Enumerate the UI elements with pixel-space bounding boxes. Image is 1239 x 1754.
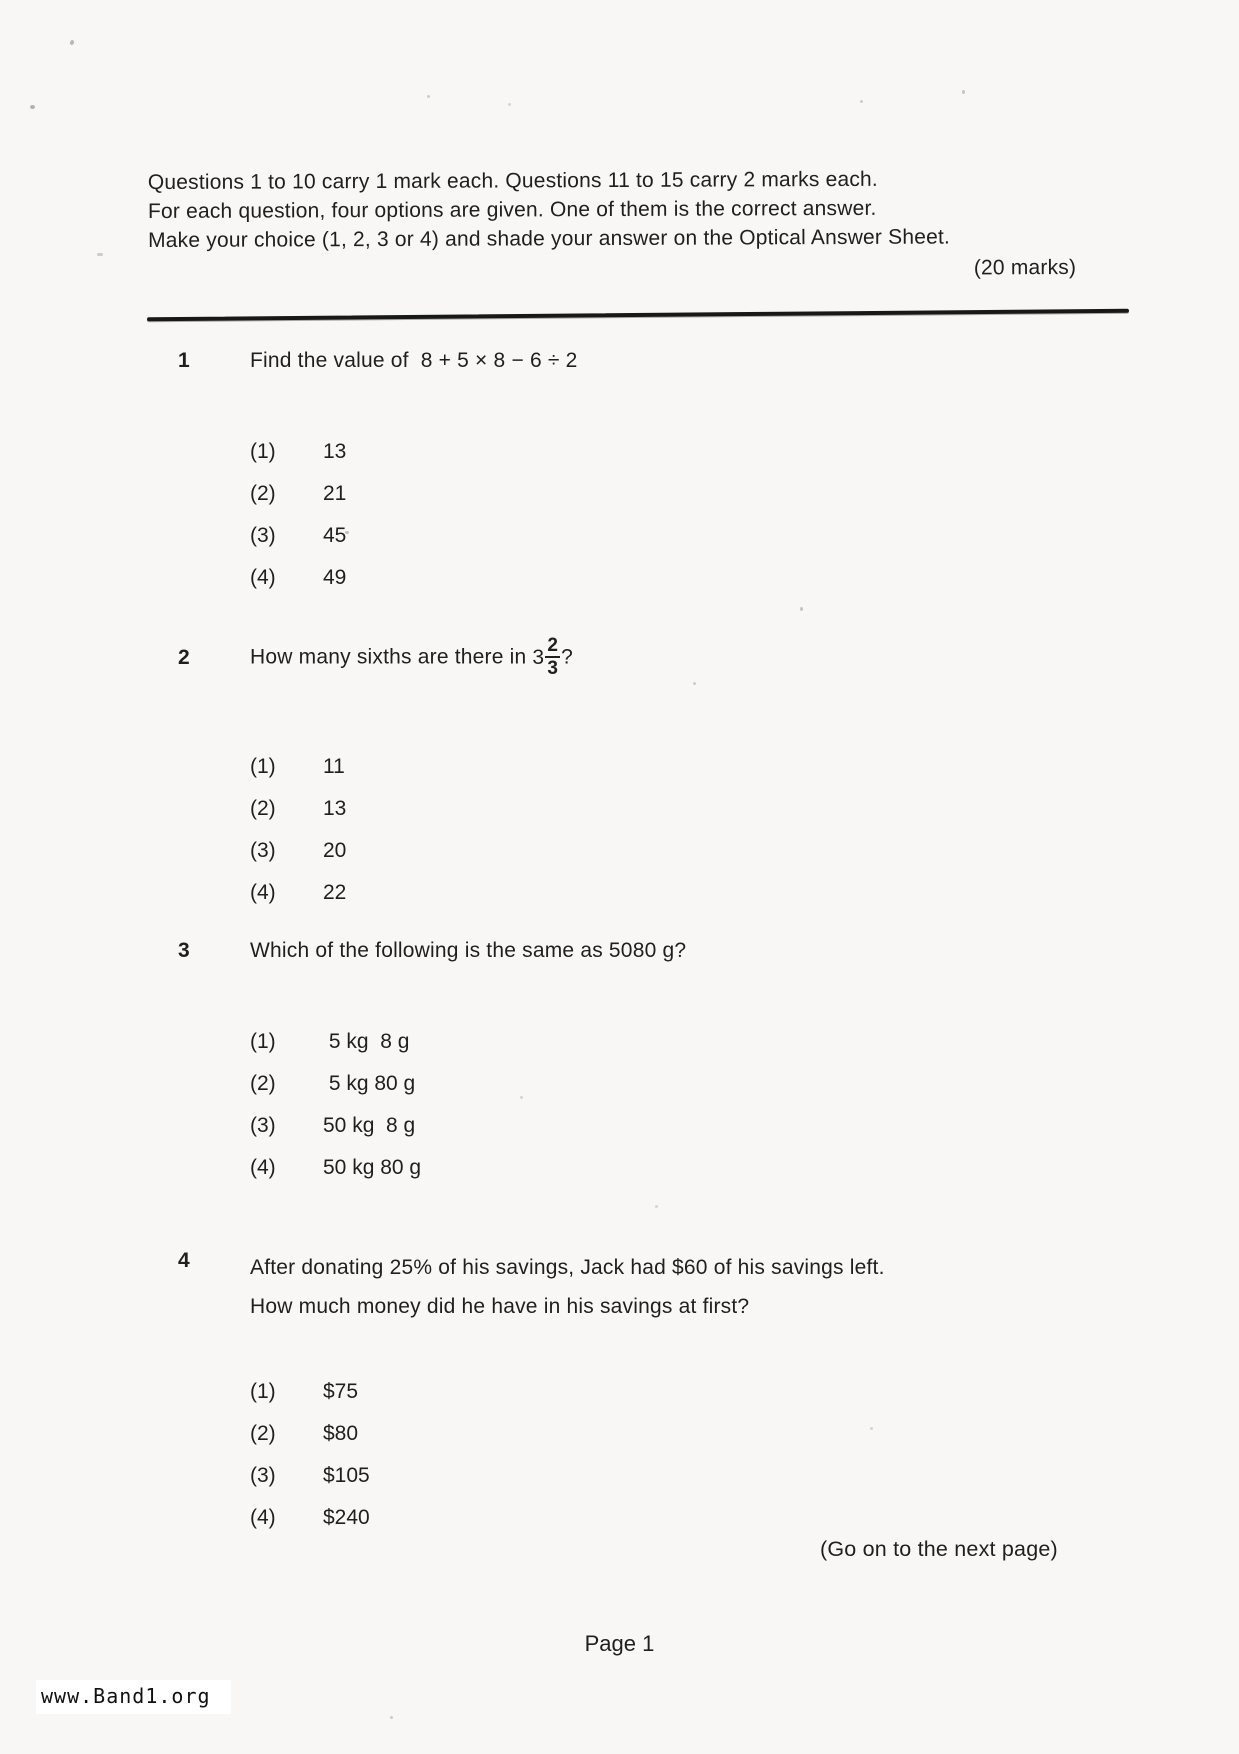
- instruction-line: Questions 1 to 10 carry 1 mark each. Questions 11 to 15 carry 2 marks each.: [147, 167, 878, 195]
- question-4: [160, 1248, 1110, 1326]
- option-label: (1): [250, 755, 276, 778]
- option-value: $240: [323, 1506, 370, 1529]
- option-value: 5 kg 80 g: [323, 1072, 416, 1095]
- option-label: (1): [250, 1030, 276, 1053]
- option-value: 11: [323, 755, 345, 778]
- option-value: 49: [323, 566, 347, 589]
- option-value: 5 kg 8 g: [323, 1030, 410, 1053]
- option-row: [250, 1422, 370, 1446]
- scan-speck: [390, 1716, 393, 1719]
- question-text: [250, 636, 573, 678]
- scan-speck: [427, 95, 430, 98]
- option-value: 50 kg 8 g: [323, 1114, 416, 1137]
- option-row: [250, 881, 346, 905]
- question-text-line1: After donating 25% of his savings, Jack had $60 of his savings left.: [250, 1256, 885, 1279]
- option-label: (4): [250, 881, 276, 904]
- scan-speck: [860, 100, 863, 103]
- option-value: 13: [323, 797, 347, 820]
- option-value: $75: [323, 1380, 359, 1403]
- option-label: (4): [250, 566, 276, 589]
- option-label: (2): [250, 1072, 276, 1095]
- option-label: (3): [250, 1114, 276, 1137]
- question-text-suffix: ?: [561, 645, 573, 669]
- instruction-line: For each question, four options are given. One of them is the correct answer.: [147, 196, 877, 224]
- option-row: [250, 482, 346, 506]
- question-4-options: [250, 1380, 370, 1548]
- question-text: [250, 1248, 885, 1326]
- scan-speck: [870, 1427, 873, 1430]
- scan-speck: [655, 1205, 658, 1208]
- page-number: Page 1: [584, 1631, 655, 1656]
- option-row: [250, 524, 346, 548]
- question-2: [160, 628, 1110, 686]
- scan-speck: [962, 90, 965, 94]
- option-row: [250, 1506, 370, 1530]
- option-row: [250, 1380, 370, 1404]
- option-row: [250, 440, 346, 464]
- option-label: (1): [250, 1380, 276, 1403]
- question-3-options: [250, 1030, 421, 1198]
- fraction: [545, 636, 560, 678]
- mixed-number: [532, 636, 561, 678]
- option-label: (4): [250, 1156, 276, 1179]
- instruction-line: Make your choice (1, 2, 3 or 4) and shade your answer on the Optical Answer Sheet.: [148, 225, 951, 253]
- option-label: (3): [250, 1464, 276, 1487]
- option-row: [250, 1156, 421, 1180]
- option-value: 13: [323, 440, 347, 463]
- fraction-denominator: 3: [547, 658, 559, 679]
- option-value: 20: [323, 839, 347, 862]
- option-label: (3): [250, 524, 276, 547]
- option-value: 21: [323, 482, 347, 505]
- option-row: [250, 1072, 421, 1096]
- option-value: 22: [323, 881, 347, 904]
- scan-speck: [97, 253, 103, 256]
- option-row: [250, 755, 346, 779]
- continue-note: (Go on to the next page): [820, 1537, 1058, 1561]
- scan-speck: [69, 39, 74, 45]
- option-label: (1): [250, 440, 276, 463]
- marks-note: (20 marks): [973, 255, 1077, 280]
- question-2-options: [250, 755, 346, 923]
- option-row: [250, 566, 346, 590]
- option-label: (2): [250, 797, 276, 820]
- option-label: (3): [250, 839, 276, 862]
- option-label: (2): [250, 1422, 276, 1445]
- option-row: [250, 839, 346, 863]
- question-1-options: [250, 440, 346, 608]
- option-value: $80: [323, 1422, 359, 1445]
- question-number: 4: [178, 1249, 190, 1272]
- option-row: [250, 1030, 421, 1054]
- option-row: [250, 797, 346, 821]
- option-label: (2): [250, 482, 276, 505]
- option-value: 45: [323, 524, 347, 547]
- scan-speck: [508, 103, 511, 106]
- option-value: $105: [323, 1464, 370, 1487]
- question-number: 2: [178, 645, 190, 669]
- question-text: Which of the following is the same as 5080 g?: [250, 939, 687, 962]
- option-label: (4): [250, 1506, 276, 1529]
- scan-speck: [800, 607, 803, 611]
- question-1: [160, 348, 1110, 373]
- fraction-numerator: 2: [547, 635, 559, 656]
- question-number: 3: [178, 939, 190, 962]
- question-text-prefix: How many sixths are there in: [250, 645, 533, 669]
- question-3: [160, 938, 1110, 963]
- option-row: [250, 1464, 370, 1488]
- question-text: Find the value of 8 + 5 × 8 − 6 ÷ 2: [250, 349, 578, 372]
- mixed-number-whole: 3: [532, 645, 545, 669]
- section-instructions: [148, 164, 1077, 286]
- option-row: [250, 1114, 421, 1138]
- section-divider-rule: [147, 309, 1129, 322]
- question-number: 1: [178, 349, 190, 372]
- option-value: 50 kg 80 g: [323, 1156, 422, 1179]
- scan-speck: [520, 1096, 523, 1099]
- watermark-url: www.Band1.org: [36, 1680, 231, 1714]
- question-text-line2: How much money did he have in his savings at first?: [250, 1295, 750, 1318]
- scan-speck: [30, 105, 35, 109]
